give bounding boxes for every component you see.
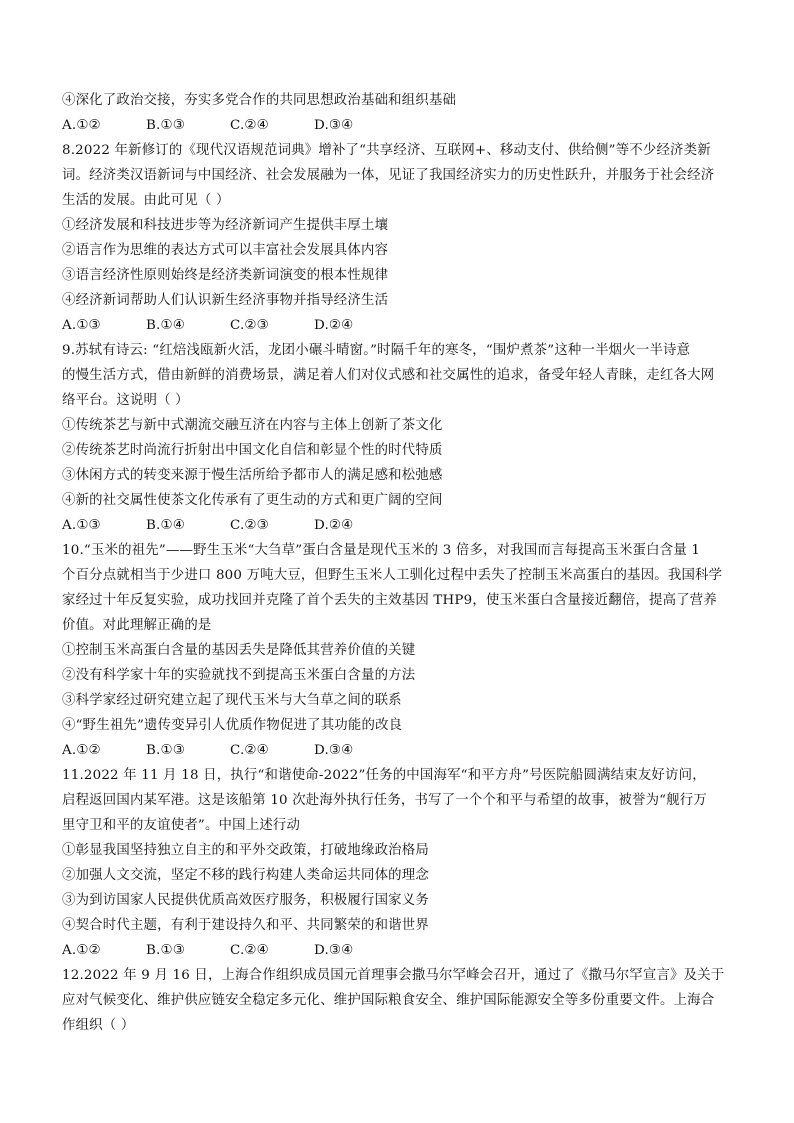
q10-option-a[interactable]: A.①② [62,743,101,758]
q11-option-c[interactable]: C.②④ [230,943,269,958]
q8-statement-3: ③语言经济性原则始终是经济类新词演变的根本性规律 [62,268,389,283]
q10-statement-1: ①控制玉米高蛋白含量的基因丢失是降低其营养价值的关键 [62,643,416,658]
q9-stem-line-2: 的慢生活方式，借由新鲜的消费场景，满足着人们对仪式感和社交属性的追求，备受年轻人青睐，走红各大网 [62,368,715,383]
q8-statement-4: ④经济新词帮助人们认识新生经济事物并指导经济生活 [62,293,389,308]
q12-stem-line-1: 12.2022 年 9 月 16 日，上海合作组织成员国元首理事会撒马尔罕峰会召开，通过了《撒马尔罕宣言》及关于 [62,968,725,983]
q11-stem-line-3: 里守卫和平的友谊使者”。中国上述行动 [62,818,301,833]
q8-stem-line-3: 生活的发展。由此可见（ ） [62,193,230,208]
q11-option-d[interactable]: D.③④ [314,943,354,958]
q12-stem-line-2: 应对气候变化、维护供应链安全稳定多元化、维护国际粮食安全、维护国际能源安全等多份重要文件。上海合 [62,993,715,1008]
q9-option-d[interactable]: D.②④ [314,518,354,533]
q8-statement-2: ②语言作为思维的表达方式可以丰富社会发展具体内容 [62,243,389,258]
q9-options [62,517,398,535]
q8-stem-line-1: 8.2022 年新修订的《现代汉语规范词典》增补了“共享经济、互联网+、移动支付、供给侧”等不少经济类新 [62,143,711,158]
q11-stem-line-2: 启程返回国内某军港。这是该船第 10 次赴海外执行任务，书写了一个个和平与希望的故事，被誉为“舰行万 [62,793,707,808]
q10-stem-line-4: 价值。对此理解正确的是 [62,618,212,633]
q9-statement-3: ③休闲方式的转变来源于慢生活所给予都市人的满足感和松弛感 [62,468,443,483]
q10-stem-line-1: 10.“玉米的祖先”——野生玉米“大刍草”蛋白含量是现代玉米的 3 倍多，对我国而言每提高玉米蛋白含量 1 [62,543,701,558]
q11-option-b[interactable]: B.①③ [146,943,185,958]
q7-option-b[interactable]: B.①③ [146,118,185,133]
q10-option-d[interactable]: D.③④ [314,743,354,758]
q9-option-b[interactable]: B.①④ [146,518,185,533]
q12-stem-line-3: 作组织（ ） [62,1018,135,1033]
q11-statement-1: ①彰显我国坚持独立自主的和平外交政策，打破地缘政治格局 [62,843,429,858]
q8-stem-line-2: 词。经济类汉语新词与中国经济、社会发展融为一体，见证了我国经济实力的历史性跃升，并服务于社会经济 [62,168,715,183]
q10-statement-2: ②没有科学家十年的实验就找不到提高玉米蛋白含量的方法 [62,668,416,683]
q11-options [62,942,398,960]
q9-statement-1: ①传统茶艺与新中式潮流交融互济在内容与主体上创新了茶文化 [62,418,443,433]
q10-option-c[interactable]: C.②④ [230,743,269,758]
q10-statement-4: ④“野生祖先”遗传变异引人优质作物促进了其功能的改良 [62,718,403,733]
q8-option-d[interactable]: D.②④ [314,318,354,333]
q11-statement-2: ②加强人文交流，坚定不移的践行构建人类命运共同体的理念 [62,868,429,883]
q11-option-a[interactable]: A.①② [62,943,101,958]
q7-statement-4: ④深化了政治交接，夯实多党合作的共同思想政治基础和组织基础 [62,93,457,108]
q9-stem-line-1: 9.苏轼有诗云: “红焙浅瓯新火活，龙团小碾斗晴窗。”时隔千年的寒冬，“围炉煮茶”这种一半烟火一半诗意 [62,343,691,358]
q11-statement-3: ③为到访国家人民提供优质高效医疗服务，积极履行国家义务 [62,893,429,908]
q9-statement-2: ②传统茶艺时尚流行折射出中国文化自信和彰显个性的时代特质 [62,443,443,458]
q7-options [62,117,398,135]
q8-option-b[interactable]: B.①④ [146,318,185,333]
q10-stem-line-3: 家经过十年反复实验，成功找回并克隆了首个丢失的主效基因 THP9，使玉米蛋白含量接近翻倍，提高了营养 [62,593,717,608]
q9-statement-4: ④新的社交属性使茶文化传承有了更生动的方式和更广阔的空间 [62,493,443,508]
q10-statement-3: ③科学家经过研究建立起了现代玉米与大刍草之间的联系 [62,693,402,708]
q10-stem-line-2: 个百分点就相当于少进口 800 万吨大豆，但野生玉米人工驯化过程中丢失了控制玉米高蛋白的基因。我国科学 [62,568,723,583]
q8-option-c[interactable]: C.②③ [230,318,269,333]
q8-statement-1: ①经济发展和科技进步等为经济新词产生提供丰厚土壤 [62,218,389,233]
q7-option-a[interactable]: A.①② [62,118,101,133]
q8-option-a[interactable]: A.①③ [62,318,101,333]
q9-option-c[interactable]: C.②③ [230,518,269,533]
q7-option-d[interactable]: D.③④ [314,118,354,133]
q10-option-b[interactable]: B.①③ [146,743,185,758]
q9-option-a[interactable]: A.①③ [62,518,101,533]
q8-options [62,317,398,335]
q7-option-c[interactable]: C.②④ [230,118,269,133]
q11-stem-line-1: 11.2022 年 11 月 18 日，执行“和谐使命-2022”任务的中国海军“和平方舟”号医院船圆满结束友好访问， [62,768,706,783]
q9-stem-line-3: 络平台。这说明（ ） [62,393,189,408]
q10-options [62,742,398,760]
q11-statement-4: ④契合时代主题，有利于建设持久和平、共同繁荣的和谐世界 [62,918,429,933]
